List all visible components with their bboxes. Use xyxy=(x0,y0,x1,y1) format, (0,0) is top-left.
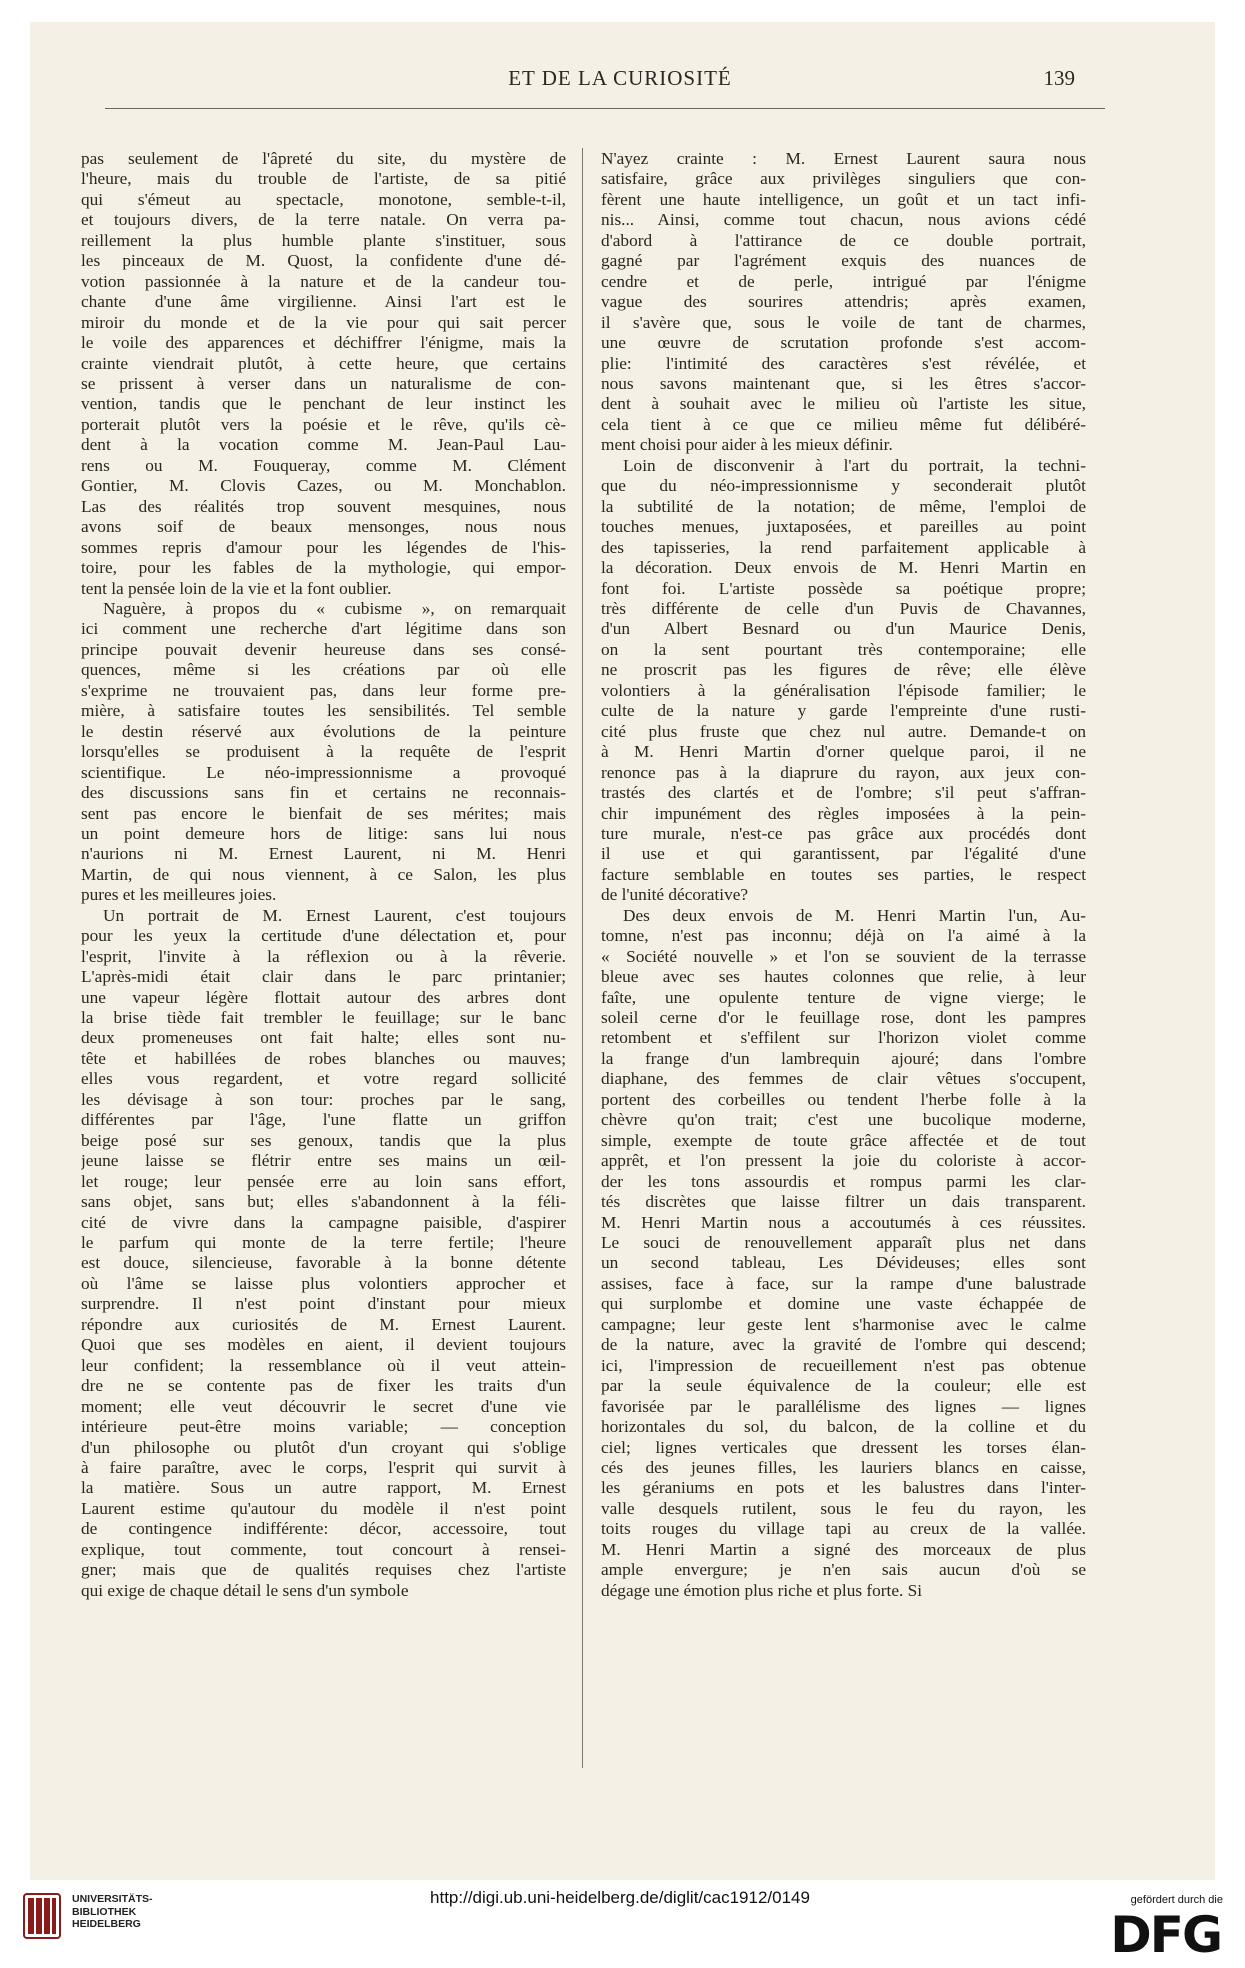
text-line: on la sent pourtant très contemporaine; elle xyxy=(601,639,1086,659)
text-line: Le souci de renouvellement apparaît plus net dans xyxy=(601,1233,1086,1253)
text-line: rens ou M. Fouqueray, comme M. Clément xyxy=(81,455,566,475)
text-line: principe pouvait devenir heureuse dans ses consé- xyxy=(81,639,566,659)
text-line: nis... Ainsi, comme tout chacun, nous avions cédé xyxy=(601,210,1086,230)
text-line: tent la pensée loin de la vie et la font oublier. xyxy=(81,578,392,598)
text-line: tomne, n'est pas inconnu; déjà on l'a aimé à la xyxy=(601,926,1086,946)
text-line: dent à souhait avec le milieu où l'artiste les situe, xyxy=(601,394,1086,414)
text-line: elles vous regardent, et votre regard sollicité xyxy=(81,1069,566,1089)
text-line: ample envergure; je n'en sais aucun d'où se xyxy=(601,1560,1086,1580)
right-column xyxy=(601,149,1086,1601)
text-line: une œuvre de scrutation profonde s'est accom- xyxy=(601,333,1086,353)
text-line: l'esprit, l'invite à la réflexion ou à la rêverie. xyxy=(81,946,566,966)
text-line: la subtilité de la notation; de même, l'emploi de xyxy=(601,496,1086,516)
left-column xyxy=(81,149,566,1601)
text-line: bleue avec ses hautes colonnes que relie, à leur xyxy=(601,967,1086,987)
text-line: qui surplombe et domine une vaste échappée de xyxy=(601,1294,1086,1314)
text-line: qui exige de chaque détail le sens d'un symbole xyxy=(81,1580,409,1600)
text-line: s'exprime ne trouvaient pas, dans leur forme pre- xyxy=(81,680,566,700)
text-line: les dévisage à son tour: proches par le sang, xyxy=(81,1089,566,1109)
text-line: la frange d'un lambrequin ajouré; dans l'ombre xyxy=(601,1048,1086,1068)
text-line: facture semblable en toutes ses parties, le respect xyxy=(601,864,1086,884)
text-line: répondre aux curiosités de M. Ernest Laurent. xyxy=(81,1314,566,1334)
text-line: jeune laisse se flétrir entre ses mains un œil- xyxy=(81,1151,566,1171)
text-line: où l'âme se laisse plus volontiers approcher et xyxy=(81,1273,566,1293)
text-line: n'aurions ni M. Ernest Laurent, ni M. Henri xyxy=(81,844,566,864)
text-line: dent à la vocation comme M. Jean-Paul Lau- xyxy=(81,435,566,455)
text-line: et toujours divers, de la terre natale. On verra pa- xyxy=(81,210,566,230)
university-name xyxy=(72,1893,153,1931)
text-line: M. Henri Martin a signé des morceaux de plus xyxy=(601,1539,1086,1559)
text-line: reillement la plus humble plante s'instituer, sous xyxy=(81,230,566,250)
text-line: gagné par l'agrément exquis des nuances de xyxy=(601,251,1086,271)
text-line: il s'avère que, sous le voile de tant de charmes, xyxy=(601,312,1086,332)
text-line: cité de vivre dans la campagne paisible, d'aspirer xyxy=(81,1212,566,1232)
text-line: campagne; leur geste lent s'harmonise avec le calme xyxy=(601,1314,1086,1334)
text-line: surprendre. Il n'est point d'instant pour mieux xyxy=(81,1294,566,1314)
text-line: moment; elle veut découvrir le secret d'une vie xyxy=(81,1396,566,1416)
text-line: chante d'une âme virgilienne. Ainsi l'art est le xyxy=(81,292,566,312)
text-line: très différente de celle d'un Puvis de Chavannes, xyxy=(601,598,1086,618)
text-line: vention, tandis que le penchant de leur instinct les xyxy=(81,394,566,414)
digitization-footer xyxy=(0,1880,1245,1968)
text-line: porterait plutôt vers la poésie et le rêve, qu'ils cè- xyxy=(81,414,566,434)
text-line: scientifique. Le néo-impressionnisme a provoqué xyxy=(81,762,566,782)
text-line: leur confident; la ressemblance où il veut attein- xyxy=(81,1355,566,1375)
text-line: deux promeneuses ont fait halte; elles sont nu- xyxy=(81,1028,566,1048)
text-line: Un portrait de M. Ernest Laurent, c'est toujours xyxy=(103,905,566,925)
text-line: Des deux envois de M. Henri Martin l'un, Au- xyxy=(623,905,1086,925)
text-line: font foi. L'artiste possède sa poétique propre; xyxy=(601,578,1086,598)
text-line: gner; mais que de qualités requises chez l'artiste xyxy=(81,1560,566,1580)
text-line: Quoi que ses modèles en aient, il devient toujours xyxy=(81,1335,566,1355)
text-line: ici comment une recherche d'art légitime dans son xyxy=(81,619,566,639)
text-line: chir impunément des règles imposées à la pein- xyxy=(601,803,1086,823)
text-line: culte de la nature y garde l'empreinte d'une rusti- xyxy=(601,701,1086,721)
digitization-url[interactable]: http://digi.ub.uni-heidelberg.de/diglit/cac1912/0149 xyxy=(430,1888,810,1907)
text-line: l'heure, mais du trouble de l'artiste, de sa pitié xyxy=(81,169,566,189)
funding-caption: gefördert durch die xyxy=(1130,1894,1223,1906)
text-line: explique, tout commente, tout concourt à rensei- xyxy=(81,1539,566,1559)
text-line: faîte, une opulente tenture de vigne vierge; le xyxy=(601,987,1086,1007)
text-line: sent pas encore le bienfait de ses mérites; mais xyxy=(81,803,566,823)
text-line: des discussions sans fin et certains ne reconnais- xyxy=(81,783,566,803)
text-line: der les tons assourdis et rompus parmi les clar- xyxy=(601,1171,1086,1191)
text-line: Loin de disconvenir à l'art du portrait, la techni- xyxy=(623,455,1086,475)
text-line: les géraniums en pots et les balustres dans l'inter- xyxy=(601,1478,1086,1498)
text-line: cela tient à ce que ce milieu même fut délibéré- xyxy=(601,414,1086,434)
running-header: ET DE LA CURIOSITÉ xyxy=(508,66,732,90)
text-line: un second tableau, Les Dévideuses; elles sont xyxy=(601,1253,1086,1273)
text-line: portent des corbeilles ou tendent l'herbe folle à la xyxy=(601,1089,1086,1109)
text-line: vague des sourires attendris; après examen, xyxy=(601,292,1086,312)
text-line: Naguère, à propos du « cubisme », on remarquait xyxy=(103,598,566,618)
text-line: avons soif de beaux mensonges, nous nous xyxy=(81,517,566,537)
text-line: retombent et s'effilent sur l'horizon violet comme xyxy=(601,1028,1086,1048)
text-line: tés discrètes que laisse filtrer un dais transparent. xyxy=(601,1192,1086,1212)
text-line: de l'unité décorative? xyxy=(601,885,749,905)
text-line: ture murale, n'est-ce pas grâce aux procédés dont xyxy=(601,823,1086,843)
text-line: d'un Albert Besnard ou d'un Maurice Denis, xyxy=(601,619,1086,639)
text-line: d'un philosophe ou plutôt d'un croyant qui s'oblige xyxy=(81,1437,566,1457)
university-seal-icon xyxy=(22,1892,62,1940)
text-line: soleil cerne d'or le feuillage rose, dont les pampres xyxy=(601,1008,1086,1028)
text-line: diaphane, des femmes de clair vêtues s'occupent, xyxy=(601,1069,1086,1089)
text-line: de contingence indifférente: décor, accessoire, tout xyxy=(81,1519,566,1539)
text-line: trastés des clartés et de l'ombre; s'il peut s'affran- xyxy=(601,783,1086,803)
text-line: touches menues, juxtaposées, et pareilles au point xyxy=(601,517,1086,537)
text-line: sommes repris d'amour pour les légendes de l'his- xyxy=(81,537,566,557)
text-line: pour les yeux la certitude d'une délectation et, pour xyxy=(81,926,566,946)
text-line: le destin réservé aux évolutions de la peinture xyxy=(81,721,566,741)
text-line: assises, face à face, sur la rampe d'une balustrade xyxy=(601,1273,1086,1293)
text-line: de la nature, avec la gravité de l'ombre qui descend; xyxy=(601,1335,1086,1355)
text-line: cendre et de perle, intrigué par l'énigme xyxy=(601,271,1086,291)
text-line: sans objet, sans but; elles s'abandonnent à la féli- xyxy=(81,1192,566,1212)
text-line: quences, même si les créations par où elle xyxy=(81,660,566,680)
text-line: volontiers à la généralisation l'épisode familier; le xyxy=(601,680,1086,700)
text-line: est douce, silencieuse, favorable à la bonne détente xyxy=(81,1253,566,1273)
text-line: cité plus fruste que chez nul autre. Demande-t on xyxy=(601,721,1086,741)
text-line: simple, exempte de toute grâce affectée et de tout xyxy=(601,1130,1086,1150)
text-line: cés des jeunes filles, les lauriers blancs en caisse, xyxy=(601,1458,1086,1477)
text-line: des tapisseries, la rend parfaitement applicable à xyxy=(601,537,1086,557)
text-line: satisfaire, grâce aux privilèges singuliers que con- xyxy=(601,169,1086,189)
text-line: renonce pas à la diaprure du rayon, aux jeux con- xyxy=(601,762,1086,782)
text-line: votion passionnée à la nature et de la candeur tou- xyxy=(81,271,566,291)
text-line: Las des réalités trop souvent mesquines, nous xyxy=(81,496,566,516)
text-line: le parfum qui monte de la terre fertile; l'heure xyxy=(81,1233,566,1253)
university-name-line: BIBLIOTHEK xyxy=(72,1905,137,1918)
text-line: à M. Henri Martin d'orner quelque paroi, il ne xyxy=(601,742,1086,762)
text-line: intérieure peut-être moins variable; — conception xyxy=(81,1417,566,1437)
text-line: pas seulement de l'âpreté du site, du mystère de xyxy=(81,149,566,168)
page-number: 139 xyxy=(1043,66,1075,90)
text-line: valle desquels rutilent, sous le feu du rayon, les xyxy=(601,1498,1086,1518)
text-line: pures et les meilleures joies. xyxy=(81,885,277,905)
university-name-line: HEIDELBERG xyxy=(72,1918,141,1930)
text-line: il use et qui garantissent, par l'égalité d'une xyxy=(601,844,1086,864)
text-line: fèrent une haute intelligence, un goût et un tact infi- xyxy=(601,189,1086,209)
dfg-logo-icon: DFG xyxy=(1110,1906,1221,1964)
text-line: se prissent à verser dans un naturalisme de con- xyxy=(81,373,566,393)
university-name-line: UNIVERSITÄTS- xyxy=(72,1893,153,1905)
text-line: à faire paraître, avec le corps, l'esprit qui survit à xyxy=(81,1458,566,1477)
text-line: le voile des apparences et déchiffrer l'énigme, mais la xyxy=(81,333,566,353)
text-line: ment choisi pour aider à les mieux définir. xyxy=(601,435,893,455)
text-line: miroir du monde et de la vie pour qui sait percer xyxy=(81,312,566,332)
text-line: différentes par l'âge, l'une flatte un griffon xyxy=(81,1110,566,1130)
column-rule xyxy=(582,148,583,1768)
text-line: M. Henri Martin nous a accoutumés à ces réussites. xyxy=(601,1212,1086,1232)
text-line: « Société nouvelle » et l'on se souvient de la terrasse xyxy=(601,946,1086,966)
text-line: dre ne se contente pas de fixer les traits d'un xyxy=(81,1376,566,1396)
text-line: une vapeur légère flottait autour des arbres dont xyxy=(81,987,566,1007)
text-line: la brise tiède fait trembler le feuillage; sur le banc xyxy=(81,1008,566,1028)
text-line: Laurent estime qu'autour du modèle il n'est point xyxy=(81,1498,566,1518)
text-line: un point demeure hors de litige: sans lui nous xyxy=(81,823,566,843)
text-line: ici, l'impression de recueillement n'est pas obtenue xyxy=(601,1355,1086,1375)
text-line: toire, pour les fables de la mythologie, qui empor- xyxy=(81,558,566,578)
text-line: ciel; lignes verticales que dressent les torses élan- xyxy=(601,1437,1086,1457)
text-line: les pinceaux de M. Quost, la confidente d'une dé- xyxy=(81,251,566,271)
text-line: apprêt, et l'on pressent la joie du coloriste à accor- xyxy=(601,1151,1086,1171)
text-line: let rouge; leur pensée erre au loin sans effort, xyxy=(81,1171,566,1191)
text-line: toits rouges du village tapi au creux de la vallée. xyxy=(601,1519,1086,1539)
text-line: dégage une émotion plus riche et plus forte. Si xyxy=(601,1580,923,1600)
text-line: plie: l'intimité des caractères s'est révélée, et xyxy=(601,353,1086,373)
text-line: Gontier, M. Clovis Cazes, ou M. Monchablon. xyxy=(81,476,566,496)
text-line: lorsqu'elles se produisent à la requête de l'esprit xyxy=(81,742,566,762)
header-rule xyxy=(105,108,1105,109)
text-line: par la seule équivalence de la couleur; elle est xyxy=(601,1376,1086,1396)
text-line: L'après-midi était clair dans le parc printanier; xyxy=(81,967,566,987)
text-line: la décoration. Deux envois de M. Henri Martin en xyxy=(601,558,1086,578)
text-line: qui s'émeut au spectacle, monotone, semble-t-il, xyxy=(81,189,566,209)
text-line: favorisée par le parallélisme des lignes — lignes xyxy=(601,1396,1086,1416)
text-line: crainte viendrait plutôt, à cette heure, que certains xyxy=(81,353,566,373)
text-line: la matière. Sous un autre rapport, M. Ernest xyxy=(81,1478,566,1498)
text-line: Martin, de qui nous viennent, à ce Salon, les plus xyxy=(81,864,566,884)
text-line: chèvre qu'on trait; c'est une bucolique moderne, xyxy=(601,1110,1086,1130)
text-line: ne proscrit pas les figures de rêve; elle élève xyxy=(601,660,1086,680)
text-line: d'abord à l'attirance de ce double portrait, xyxy=(601,230,1086,250)
text-line: que du néo-impressionnisme y seconderait plutôt xyxy=(601,476,1086,496)
text-line: mière, à satisfaire toutes les sensibilités. Tel semble xyxy=(81,701,566,721)
text-line: horizontales du sol, du balcon, de la colline et du xyxy=(601,1417,1086,1437)
text-line: nous savons maintenant que, si les êtres s'accor- xyxy=(601,373,1086,393)
text-line: N'ayez crainte : M. Ernest Laurent saura nous xyxy=(601,149,1086,168)
text-line: tête et habillées de robes blanches ou mauves; xyxy=(81,1048,566,1068)
text-line: beige posé sur ses genoux, tandis que la plus xyxy=(81,1130,566,1150)
